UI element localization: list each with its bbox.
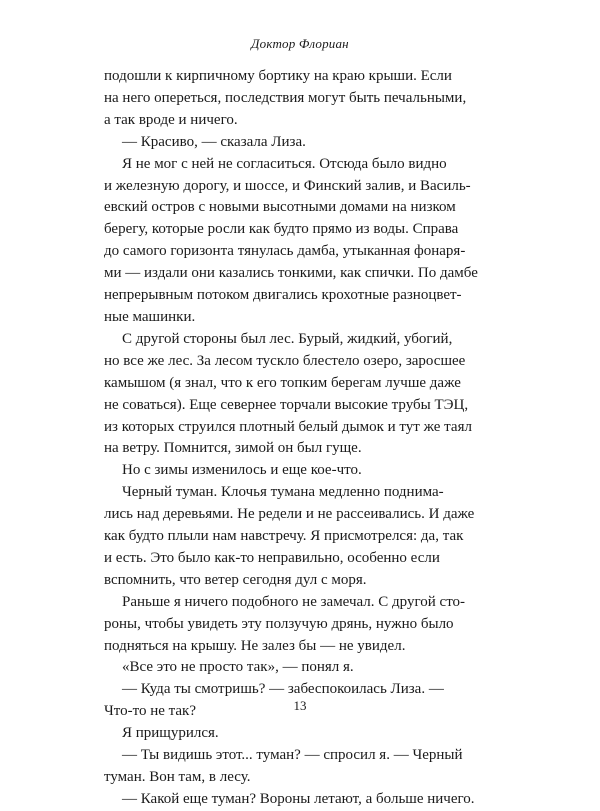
- text-line: ми — издали они казались тонкими, как спички. По дамбе: [104, 265, 478, 282]
- text-line: вспомнить, что ветер сегодня дул с моря.: [104, 571, 367, 588]
- text-line: подошли к кирпичному бортику на краю крыши. Если: [104, 68, 452, 84]
- text-line: Я не мог с ней не согласиться. Отсюда было видно: [122, 155, 447, 172]
- text-line: роны, чтобы увидеть эту ползучую дрянь, нужно было: [104, 615, 454, 632]
- text-line: как будто плыли нам навстречу. Я присмотрелся: да, так: [104, 528, 464, 545]
- text-line: евский остров с новыми высотными домами на низком: [104, 199, 456, 216]
- text-line: «Все это не просто так», — понял я.: [122, 659, 354, 676]
- text-line: Я прищурился.: [122, 725, 219, 742]
- text-line: непрерывным потоком двигались крохотные разноцвет-: [104, 287, 462, 304]
- text-line: берегу, которые росли как будто прямо из воды. Справа: [104, 221, 459, 238]
- text-line: Но с зимы изменилось и еще кое-что.: [122, 462, 362, 479]
- text-line: а так вроде и ничего.: [104, 111, 238, 128]
- text-line: но все же лес. За лесом тускло блестело озеро, заросшее: [104, 352, 466, 369]
- running-header: Доктор Флориан: [251, 36, 349, 51]
- text-line: Черный туман. Клочья тумана медленно поднима-: [122, 484, 444, 501]
- text-line: Что-то не так?: [104, 703, 196, 720]
- page-number: 13: [293, 698, 307, 713]
- text-line: до самого горизонта тянулась дамба, утыканная фонаря-: [104, 243, 466, 260]
- text-line: ные машинки.: [104, 308, 196, 325]
- text-line: подняться на крышу. Не залез бы — не увидел.: [104, 637, 406, 654]
- text-line: туман. Вон там, в лесу.: [104, 769, 251, 785]
- text-line: и железную дорогу, и шоссе, и Финский залив, и Василь-: [104, 177, 471, 194]
- text-line: Раньше я ничего подобного не замечал. С другой сто-: [122, 593, 466, 610]
- text-line: и есть. Это было как-то неправильно, особенно если: [104, 549, 440, 566]
- text-line: на него опереться, последствия могут быть печальными,: [104, 89, 467, 106]
- text-line: — Куда ты смотришь? — забеспокоилась Лиза. —: [122, 681, 444, 698]
- text-line: не соваться). Еще севернее торчали высокие трубы ТЭЦ,: [104, 396, 469, 413]
- text-line: — Ты видишь этот... туман? — спросил я. — Черный: [122, 747, 463, 764]
- text-line: — Красиво, — сказала Лиза.: [122, 133, 306, 150]
- text-line: С другой стороны был лес. Бурый, жидкий, убогий,: [122, 330, 453, 347]
- text-line: камышом (я знал, что к его топким берегам лучше даже: [104, 374, 461, 391]
- text-line: — Какой еще туман? Вороны летают, а больше ничего.: [122, 790, 475, 807]
- text-line: из которых струился плотный белый дымок и тут же таял: [104, 418, 472, 435]
- text-line: лись над деревьями. Не редели и не рассеивались. И даже: [104, 506, 475, 523]
- text-line: на ветру. Помнится, зимой он был гуще.: [104, 440, 362, 457]
